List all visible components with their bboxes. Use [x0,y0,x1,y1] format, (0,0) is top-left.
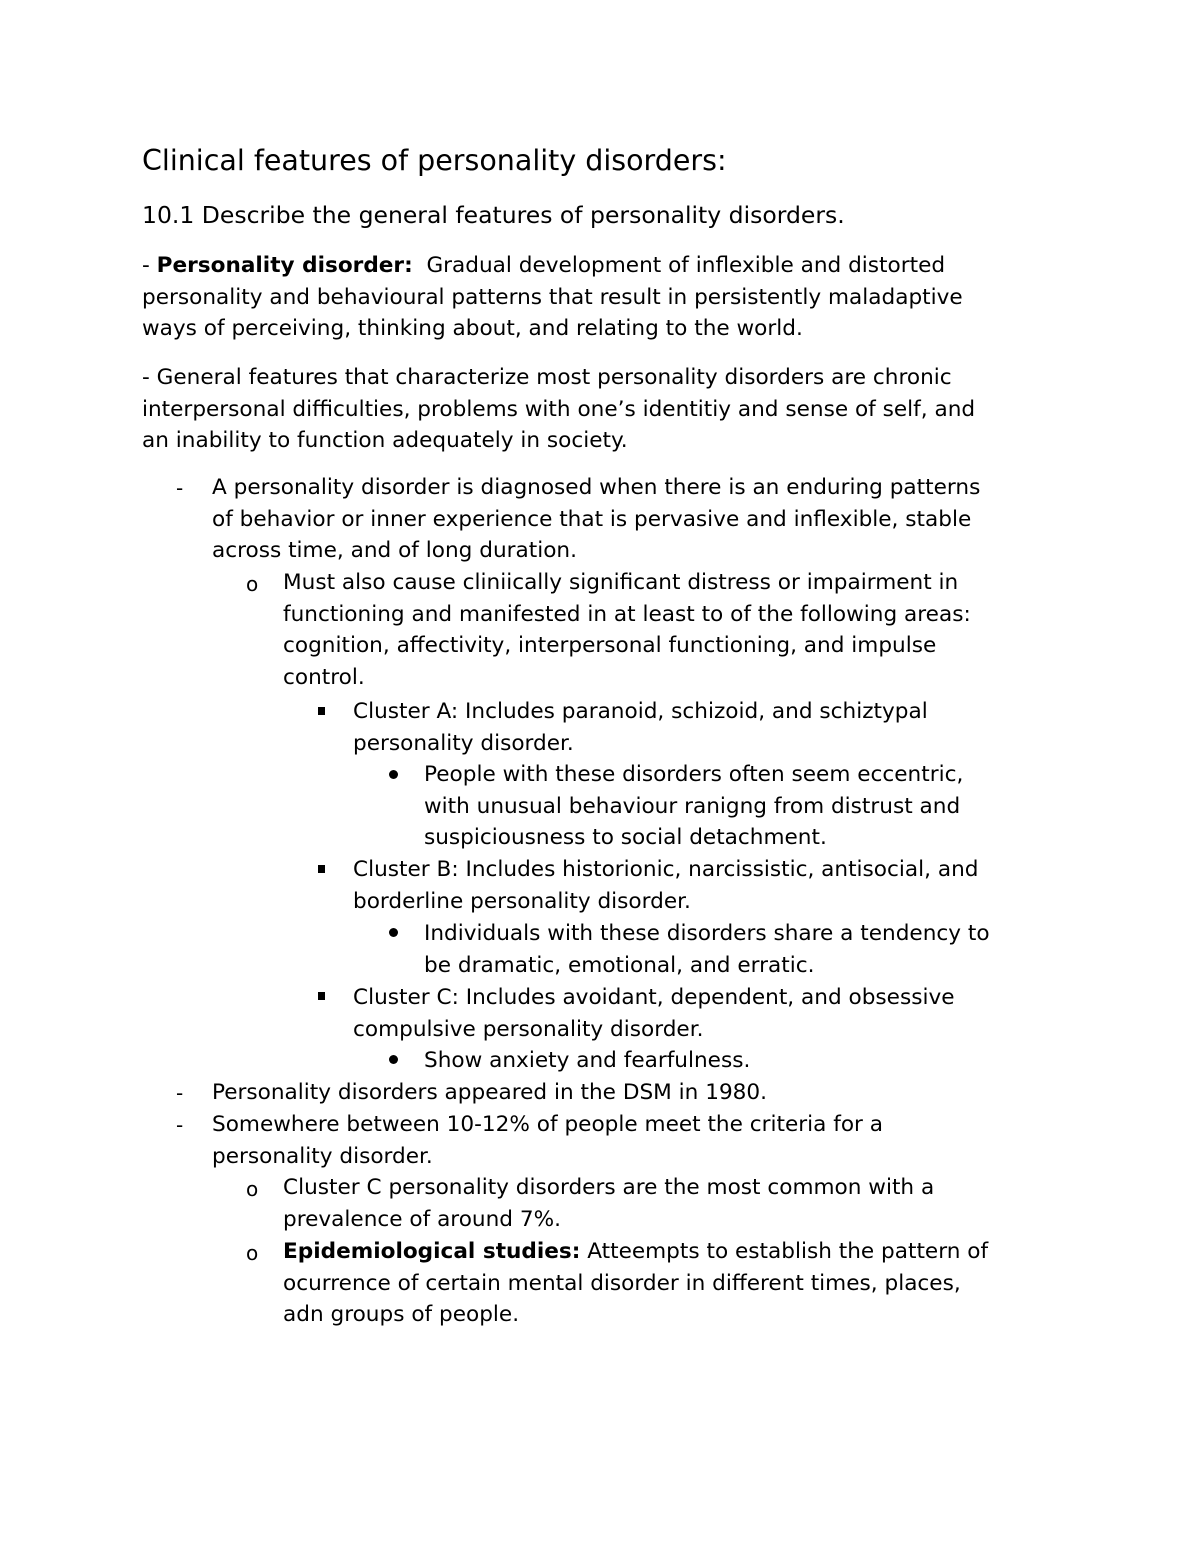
dash-bullet: - [176,476,184,500]
dash-bullet: - [176,1081,184,1105]
list-item-epidemiology: Epidemiological studies: Atteempts to establish the pattern of ocurrence of certain mental disorder in different times, places, adn groups of people. [283,1239,989,1327]
square-bullet [318,992,325,1000]
list-item-cluster-c: Cluster C: Includes avoidant, dependent, and obsessive compulsive personality disorder. [353,985,955,1042]
dot-bullet [389,928,398,937]
term-label: Personality disorder: [156,253,413,278]
list-item-diagnosis: A personality disorder is diagnosed when there is an enduring patterns of behavior or inner experience that is pervasive and inflexible, stable across time, and of long duration. [212,475,981,563]
section-heading: 10.1 Describe the general features of personality disorders. [142,201,845,229]
paragraph-line: an inability to function adequately in society. [142,428,628,453]
paragraph-line: personality and behavioural patterns that result in persistently maladaptive [142,284,963,310]
circle-bullet: o [246,1177,259,1201]
paragraph-line: - Personality disorder: Gradual development of inflexible and distorted [142,253,946,278]
square-bullet [318,707,325,715]
list-item-cluster-b-note: Individuals with these disorders share a tendency to be dramatic, emotional, and erratic. [424,921,990,978]
list-item-cluster-a: Cluster A: Includes paranoid, schizoid, and schiztypal personality disorder. [353,699,928,756]
definition-paragraph [142,250,963,345]
circle-bullet: o [246,1241,259,1265]
dot-bullet [389,1055,398,1064]
paragraph-line: ways of perceiving, thinking about, and relating to the world. [142,316,803,341]
list-item-cluster-b: Cluster B: Includes historionic, narcissistic, antisocial, and borderline personality disorder. [353,857,979,914]
square-bullet [318,865,325,873]
list-item-cluster-c-note: Show anxiety and fearfulness. [424,1048,751,1073]
paragraph-line: - General features that characterize most personality disorders are chronic [142,365,952,390]
dash-bullet: - [176,1113,184,1137]
list-item-cluster-a-note: People with these disorders often seem eccentric, with unusual behaviour ranigng from distrust and suspiciousness to social detachment. [424,762,964,850]
dot-bullet [389,770,398,779]
term-label: Epidemiological studies: [283,1239,581,1264]
paragraph-line: interpersonal difficulties, problems with one’s identitiy and sense of self, and [142,396,976,422]
list-item-cluster-c-common: Cluster C personality disorders are the most common with a prevalence of around 7%. [283,1175,935,1232]
document-title: Clinical features of personality disorders: [142,144,727,177]
list-item-criteria: Must also cause cliniically significant distress or impairment in functioning and manifested in at least to of the following areas: cognition, affectivity, interpersonal functioning, and impulse control. [283,570,971,690]
list-item-dsm: Personality disorders appeared in the DSM in 1980. [212,1080,768,1105]
circle-bullet: o [246,572,259,596]
general-features-paragraph [142,362,975,457]
list-item-prevalence: Somewhere between 10-12% of people meet the criteria for a personality disorder. [212,1112,884,1169]
